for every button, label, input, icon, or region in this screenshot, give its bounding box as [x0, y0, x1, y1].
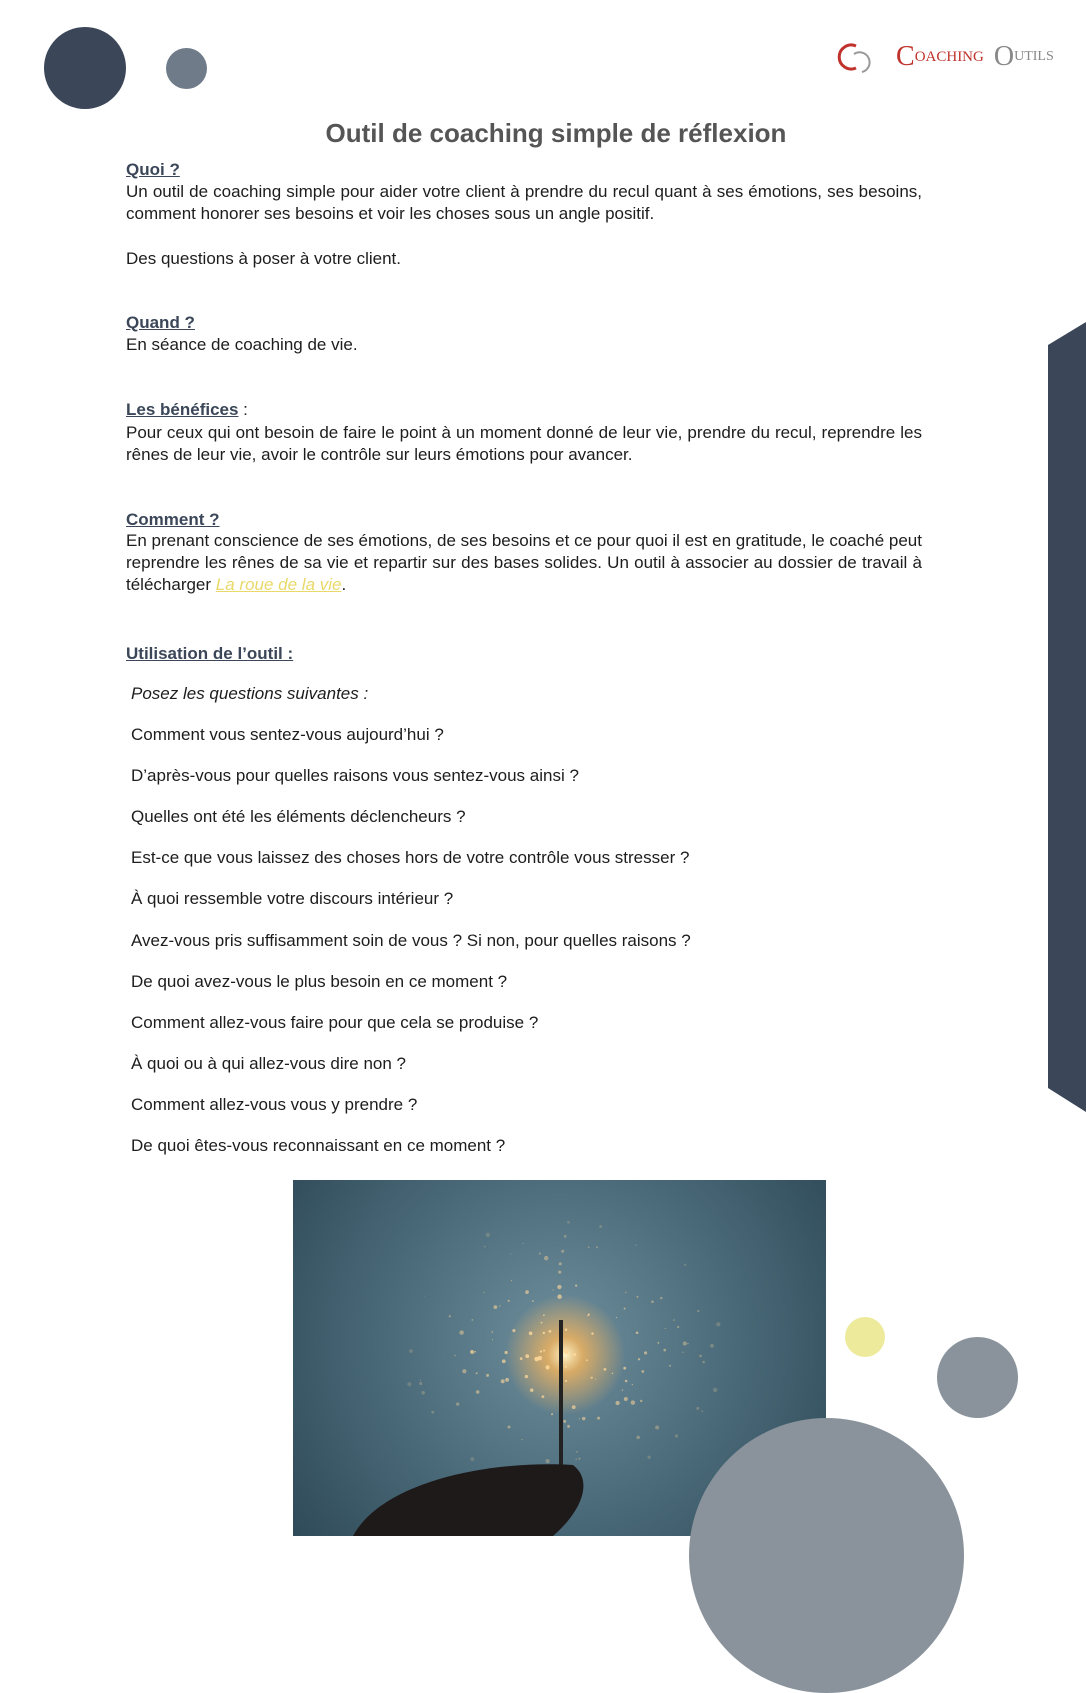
- spark: [557, 1294, 561, 1298]
- comment-text: En prenant conscience de ses émotions, de ses besoins et ce pour quoi il est en gratitude, le coaché peut reprendre les rênes de sa vie et repartir sur des bases solides. Un outil à associer au dossier de travail à télécharger: [126, 531, 922, 594]
- spark: [511, 1280, 512, 1281]
- spark: [508, 1425, 511, 1428]
- spark: [616, 1317, 617, 1318]
- spark: [567, 1425, 570, 1428]
- spark: [591, 1332, 593, 1334]
- spark: [657, 1342, 659, 1344]
- spark: [508, 1300, 510, 1302]
- question-item: Avez-vous pris suffisamment soin de vous ? Si non, pour quelles raisons ?: [131, 930, 691, 950]
- spark: [615, 1401, 619, 1405]
- logo-outils: UTILS: [1014, 49, 1054, 64]
- spark: [631, 1400, 635, 1404]
- spark: [565, 1366, 567, 1368]
- spark: [596, 1246, 598, 1248]
- heading-quoi: Quoi ?: [126, 160, 180, 179]
- question-item: Quelles ont été les éléments déclencheurs ?: [131, 807, 466, 827]
- comment-end: .: [341, 575, 347, 594]
- spark: [575, 1285, 577, 1287]
- benefices-suffix: :: [238, 400, 248, 419]
- spark: [419, 1382, 422, 1385]
- spark: [637, 1296, 639, 1298]
- spark: [564, 1235, 567, 1238]
- heading-quand: Quand ?: [126, 313, 195, 332]
- spark: [512, 1329, 515, 1332]
- comment-paragraph: [126, 530, 922, 596]
- spark: [660, 1297, 662, 1299]
- question-item: À quoi ou à qui allez-vous dire non ?: [131, 1053, 407, 1073]
- spark: [504, 1351, 507, 1354]
- spark: [573, 1353, 576, 1356]
- spark: [636, 1436, 640, 1440]
- spark: [701, 1410, 703, 1412]
- brand-logo: [836, 40, 1054, 74]
- spark: [588, 1313, 590, 1315]
- spark: [591, 1377, 593, 1379]
- spark: [456, 1402, 459, 1405]
- question-item: Est-ce que vous laissez des choses hors de votre contrôle vous stresser ?: [131, 848, 690, 868]
- spark: [563, 1420, 566, 1423]
- spark: [579, 1418, 580, 1419]
- spark: [486, 1374, 489, 1377]
- spark: [553, 1289, 554, 1290]
- spark: [557, 1285, 561, 1289]
- spark: [625, 1292, 626, 1293]
- spark: [530, 1388, 534, 1392]
- spark: [624, 1397, 628, 1401]
- spark: [588, 1247, 590, 1249]
- spark: [431, 1411, 434, 1414]
- spark: [696, 1407, 699, 1410]
- spark: [471, 1319, 473, 1321]
- spark: [565, 1380, 567, 1382]
- spark: [546, 1365, 550, 1369]
- question-item: De quoi êtes-vous reconnaissant en ce moment ?: [131, 1136, 506, 1155]
- decor-circle-gray: [937, 1337, 1018, 1418]
- quoi-text2: Des questions à poser à votre client.: [126, 249, 401, 268]
- spark: [484, 1292, 485, 1293]
- spark: [499, 1305, 500, 1306]
- spark: [697, 1310, 699, 1312]
- spark: [546, 1459, 550, 1463]
- spark: [710, 1344, 714, 1348]
- heading-comment: Comment ?: [126, 510, 220, 529]
- spark: [559, 1262, 562, 1265]
- spark: [612, 1373, 613, 1374]
- spark: [638, 1358, 640, 1360]
- question-item: D’après-vous pour quelles raisons vous sentez-vous ainsi ?: [131, 766, 579, 786]
- spark: [682, 1352, 683, 1353]
- spark: [525, 1354, 529, 1358]
- spark: [476, 1372, 478, 1374]
- spark: [564, 1349, 567, 1352]
- spark: [599, 1225, 602, 1228]
- spark: [462, 1369, 466, 1373]
- spark: [484, 1246, 486, 1248]
- spark: [576, 1459, 577, 1460]
- spark: [586, 1359, 588, 1361]
- question-item: À quoi ressemble votre discours intérieur ?: [131, 889, 454, 909]
- spark: [665, 1328, 666, 1329]
- spark: [595, 1378, 596, 1379]
- heading-benefices: Les bénéfices: [126, 400, 239, 419]
- spark: [549, 1330, 552, 1333]
- spark: [409, 1349, 412, 1352]
- spark: [538, 1356, 543, 1361]
- spark: [623, 1367, 626, 1370]
- spark: [543, 1314, 545, 1316]
- question-item: Comment allez-vous faire pour que cela se produise ?: [131, 1012, 539, 1032]
- spark: [687, 1343, 689, 1345]
- page-title: Outil de coaching simple de réflexion: [325, 118, 787, 148]
- heading-utilisation: Utilisation de l’outil :: [126, 644, 294, 663]
- decor-circle-yellow: [845, 1317, 885, 1357]
- logo-c: C: [896, 41, 915, 72]
- spark: [474, 1351, 476, 1353]
- spark: [420, 1379, 421, 1380]
- spark: [551, 1413, 553, 1415]
- spark: [502, 1359, 506, 1363]
- spark: [647, 1456, 650, 1459]
- spark: [492, 1339, 493, 1340]
- spark: [470, 1350, 473, 1353]
- spark: [651, 1300, 654, 1303]
- spark: [716, 1322, 720, 1326]
- logo-o: O: [993, 41, 1015, 72]
- spark: [476, 1390, 480, 1394]
- spark: [525, 1375, 528, 1378]
- spark: [486, 1233, 490, 1237]
- spark: [624, 1308, 626, 1310]
- spark: [543, 1350, 545, 1352]
- question-item: De quoi avez-vous le plus besoin en ce moment ?: [131, 971, 508, 991]
- spark: [561, 1250, 564, 1253]
- spark: [578, 1458, 580, 1460]
- spark: [449, 1315, 451, 1317]
- spark: [673, 1319, 675, 1321]
- spark: [597, 1417, 600, 1420]
- spark: [636, 1331, 639, 1334]
- spark: [539, 1252, 541, 1254]
- spark: [424, 1296, 425, 1297]
- spark: [541, 1322, 543, 1324]
- spark: [407, 1382, 411, 1386]
- spark: [544, 1256, 548, 1260]
- decor-circle-bottom: [689, 1418, 964, 1693]
- spark: [543, 1332, 545, 1334]
- spark: [459, 1330, 463, 1334]
- spark: [541, 1395, 544, 1398]
- spark: [702, 1361, 705, 1364]
- spark: [558, 1271, 561, 1274]
- spark: [663, 1349, 666, 1352]
- spark: [522, 1243, 523, 1244]
- spark: [572, 1405, 576, 1409]
- spark: [540, 1350, 542, 1352]
- spark: [622, 1390, 623, 1391]
- spark: [470, 1457, 474, 1461]
- question-item: Comment vous sentez-vous aujourd’hui ?: [131, 725, 444, 744]
- spark: [510, 1253, 511, 1254]
- spark: [699, 1355, 702, 1358]
- spark: [491, 1331, 493, 1333]
- quand-text: En séance de coaching de vie.: [126, 335, 358, 354]
- spark: [683, 1341, 687, 1345]
- spark: [675, 1434, 678, 1437]
- spark: [565, 1329, 567, 1331]
- spark: [567, 1221, 570, 1224]
- spark: [558, 1359, 559, 1360]
- quoi-text: Un outil de coaching simple pour aider votre client à prendre du recul quant à ses émotions, ses besoins, comment honorer ses besoins et voir les choses sous un angle positif.: [126, 182, 922, 223]
- question-item: Comment allez-vous vous y prendre ?: [131, 1094, 418, 1114]
- spark: [582, 1417, 585, 1420]
- spark: [604, 1368, 607, 1371]
- spark: [644, 1351, 647, 1354]
- roue-de-la-vie-link[interactable]: La roue de la vie: [215, 575, 342, 594]
- spark: [501, 1379, 505, 1383]
- spark: [525, 1290, 529, 1294]
- spark: [454, 1355, 455, 1356]
- questions-intro: Posez les questions suivantes :: [131, 684, 369, 703]
- spark: [677, 1326, 679, 1328]
- spark: [640, 1400, 642, 1402]
- spark: [641, 1370, 644, 1373]
- spark: [669, 1365, 671, 1367]
- spark: [576, 1451, 578, 1453]
- spark: [632, 1384, 633, 1385]
- spark: [421, 1391, 425, 1395]
- spark: [713, 1388, 717, 1392]
- logo-coaching: OACHING: [914, 48, 984, 65]
- decor-circle-small: [166, 48, 207, 89]
- logo-mark-icon: [836, 40, 874, 74]
- spark: [505, 1378, 509, 1382]
- spark: [520, 1357, 523, 1360]
- spark: [532, 1300, 534, 1302]
- decor-side-band: [1040, 315, 1086, 1115]
- benefices-text: Pour ceux qui ont besoin de faire le point à un moment donné de leur vie, prendre du recul, reprendre les rênes de leur vie, avoir le contrôle sur leurs émotions pour avancer.: [126, 423, 922, 464]
- spark: [529, 1332, 533, 1336]
- spark: [684, 1264, 686, 1266]
- spark: [521, 1439, 522, 1440]
- spark: [655, 1425, 659, 1429]
- spark: [625, 1380, 628, 1383]
- decor-circle-large: [44, 27, 126, 109]
- spark: [493, 1305, 497, 1309]
- spark: [635, 1244, 637, 1246]
